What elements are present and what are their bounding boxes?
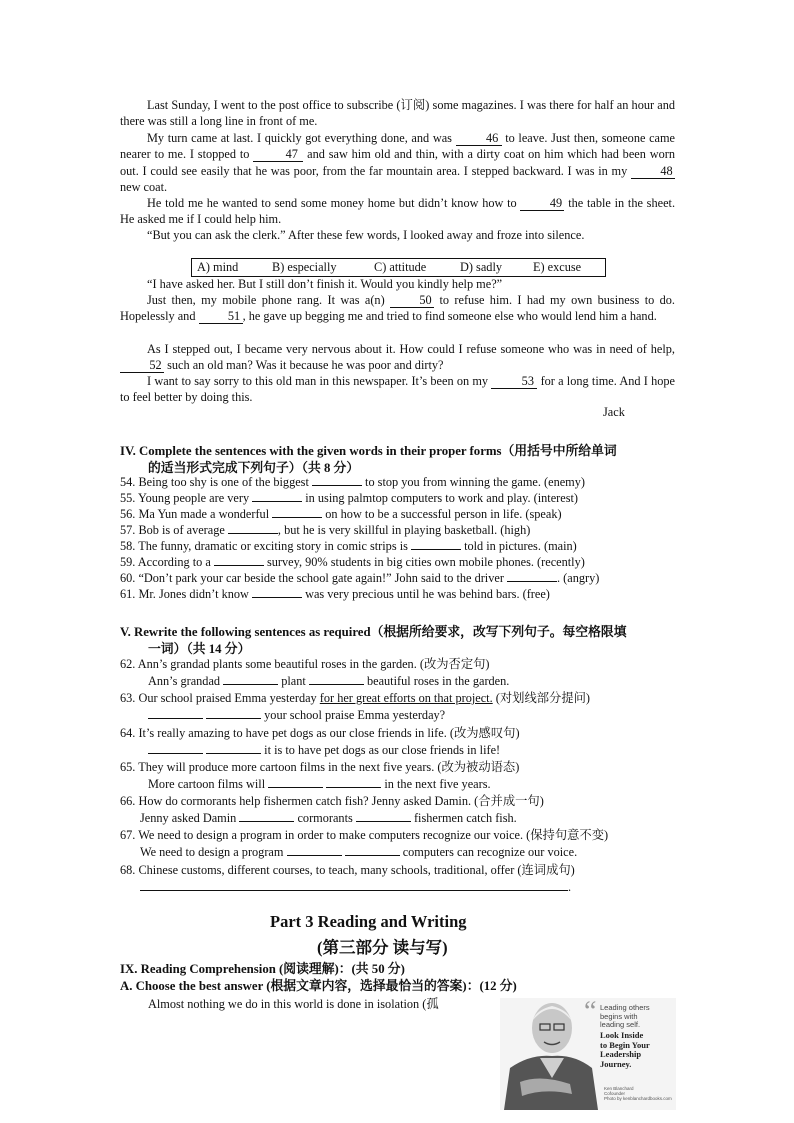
answer-65: More cartoon films will in the next five years.	[148, 777, 491, 791]
question-63: 63. Our school praised Emma yesterday for her great efforts on that project. (对划线部分提问)	[120, 691, 591, 705]
question-59: 59. According to a survey, 90% students in big cities own mobile phones. (recently)	[120, 555, 585, 569]
paragraph-6: Just then, my mobile phone rang. It was a(n) 50 to refuse him. I had my own business to do. Hopelessly and 51 , he gave up begging me and tried to find someone else who would lend him a hand.	[120, 293, 676, 324]
blank-51[interactable]: 51	[199, 310, 243, 324]
answer-line[interactable]	[148, 743, 203, 754]
answer-67: We need to design a program computers can recognize our voice.	[140, 845, 578, 859]
answer-63: your school praise Emma yesterday?	[148, 707, 445, 723]
section-v-heading-cont: 一词）（共 14 分）	[148, 642, 251, 656]
answer-64: it is to have pet dogs as our close friends in life!	[148, 742, 500, 758]
word-options-box	[191, 258, 606, 277]
answer-line[interactable]	[287, 845, 342, 856]
blank-47[interactable]: 47	[253, 148, 303, 162]
answer-line[interactable]	[228, 523, 278, 534]
question-65: 65. They will produce more cartoon films in the next five years. (改为被动语态)	[120, 760, 520, 774]
underlined-phrase: for her great efforts on that project.	[319, 691, 493, 705]
answer-68: .	[140, 879, 571, 895]
question-68: 68. Chinese customs, different courses, to teach, many schools, traditional, offer (连词成句)	[120, 863, 575, 877]
section-v-heading: V. Rewrite the following sentences as required（根据所给要求，改写下列句子。每空格限填	[120, 625, 627, 639]
signature: Jack	[603, 405, 625, 419]
answer-line[interactable]	[140, 880, 568, 891]
reading-first-line: Almost nothing we do in this world is done in isolation (孤	[148, 997, 439, 1011]
blank-53[interactable]: 53	[491, 375, 537, 389]
answer-line[interactable]	[309, 674, 364, 685]
answer-line[interactable]	[356, 811, 411, 822]
answer-line[interactable]	[252, 587, 302, 598]
question-57: 57. Bob is of average , but he is very skillful in playing basketball. (high)	[120, 523, 531, 537]
photo-caption: Ken Blanchard Cofounder Photo by kenblanchardbooks.com	[604, 1086, 672, 1101]
question-58: 58. The funny, dramatic or exciting story in comic strips is told in pictures. (main)	[120, 539, 577, 553]
quote-text: Leading others begins with leading self.	[600, 1003, 650, 1029]
paragraph-4: “But you can ask the clerk.” After these few words, I looked away and froze into silence.	[147, 228, 585, 242]
paragraph-2: My turn came at last. I quickly got everything done, and was 46 to leave. Just then, someone came nearer to me. I stopped to 47 and saw him old and thin, with a dirty coat on him which had been worn out. I could see easily that he was poor, from the far mountain area. I stepped backward. I was in my 48 new coat.	[120, 131, 676, 194]
paragraph-5: “I have asked her. But I still don’t finish it. Would you kindly help me?”	[147, 277, 503, 291]
option-d: D) sadly	[460, 260, 503, 274]
quote-mark-icon: “	[584, 998, 597, 1027]
answer-line[interactable]	[239, 811, 294, 822]
answer-line[interactable]	[252, 491, 302, 502]
answer-line[interactable]	[411, 539, 461, 550]
blank-48[interactable]: 48	[631, 165, 675, 179]
question-60: 60. “Don’t park your car beside the school gate again!” John said to the driver . (angry)	[120, 571, 600, 585]
question-62: 62. Ann’s grandad plants some beautiful roses in the garden. (改为否定句)	[120, 657, 490, 671]
section-iv-heading: IV. Complete the sentences with the given words in their proper forms（用括号中所给单词	[120, 444, 617, 458]
answer-line[interactable]	[507, 571, 557, 582]
answer-62: Ann’s grandad plant beautiful roses in the garden.	[148, 674, 510, 688]
question-56: 56. Ma Yun made a wonderful on how to be a successful person in life. (speak)	[120, 507, 562, 521]
leadership-photo	[500, 998, 676, 1110]
blank-46[interactable]: 46	[456, 132, 502, 146]
quote-bold-text: Look Inside to Begin Your Leadership Journey.	[600, 1030, 650, 1069]
option-b: B) especially	[272, 260, 337, 274]
paragraph-1: Last Sunday, I went to the post office to subscribe (订阅) some magazines. I was there for half an hour and there was still a long line in front of me.	[120, 98, 675, 129]
question-67: 67. We need to design a program in order to make computers recognize our voice. (保持句意不变)	[120, 828, 609, 842]
blank-52[interactable]: 52	[120, 359, 164, 373]
reading-section-a: A. Choose the best answer (根据文章内容，选择最恰当的答案)：(12 分)	[120, 979, 517, 993]
answer-line[interactable]	[214, 555, 264, 566]
section-iv-heading-cont: 的适当形式完成下列句子）（共 8 分）	[148, 461, 360, 475]
option-e: E) excuse	[533, 260, 582, 274]
answer-line[interactable]	[223, 674, 278, 685]
question-54: 54. Being too shy is one of the biggest to stop you from winning the game. (enemy)	[120, 475, 585, 489]
paragraph-8: I want to say sorry to this old man in this newspaper. It’s been on my 53 for a long time. And I hope to feel better by doing this.	[120, 374, 676, 405]
question-61: 61. Mr. Jones didn’t know was very precious until he was behind bars. (free)	[120, 587, 550, 601]
question-55: 55. Young people are very in using palmtop computers to work and play. (interest)	[120, 491, 579, 505]
paragraph-7: As I stepped out, I became very nervous about it. How could I refuse someone who was in need of help, 52 such an old man? Was it because he was poor and dirty?	[120, 341, 675, 374]
answer-line[interactable]	[268, 777, 323, 788]
answer-line[interactable]	[206, 708, 261, 719]
answer-line[interactable]	[326, 777, 381, 788]
part-3-title: Part 3 Reading and Writing	[270, 912, 467, 931]
answer-line[interactable]	[206, 743, 261, 754]
question-64: 64. It’s really amazing to have pet dogs as our close friends in life. (改为感叹句)	[120, 726, 520, 740]
question-66: 66. How do cormorants help fishermen catch fish? Jenny asked Damin. (合并成一句)	[120, 794, 544, 808]
answer-line[interactable]	[272, 507, 322, 518]
answer-line[interactable]	[148, 708, 203, 719]
blank-49[interactable]: 49	[520, 197, 564, 211]
option-c: C) attitude	[374, 260, 427, 274]
option-a: A) mind	[197, 260, 239, 274]
blank-50[interactable]: 50	[390, 294, 434, 308]
answer-line[interactable]	[312, 475, 362, 486]
paragraph-3: He told me he wanted to send some money home but didn’t know how to 49 the table in the sheet. He asked me if I could help him.	[120, 196, 676, 227]
answer-line[interactable]	[345, 845, 400, 856]
answer-66: Jenny asked Damin cormorants fishermen catch fish.	[140, 811, 517, 825]
part-3-subtitle: (第三部分 读与写)	[317, 938, 448, 957]
reading-heading: IX. Reading Comprehension (阅读理解)：(共 50 分)	[120, 962, 405, 976]
